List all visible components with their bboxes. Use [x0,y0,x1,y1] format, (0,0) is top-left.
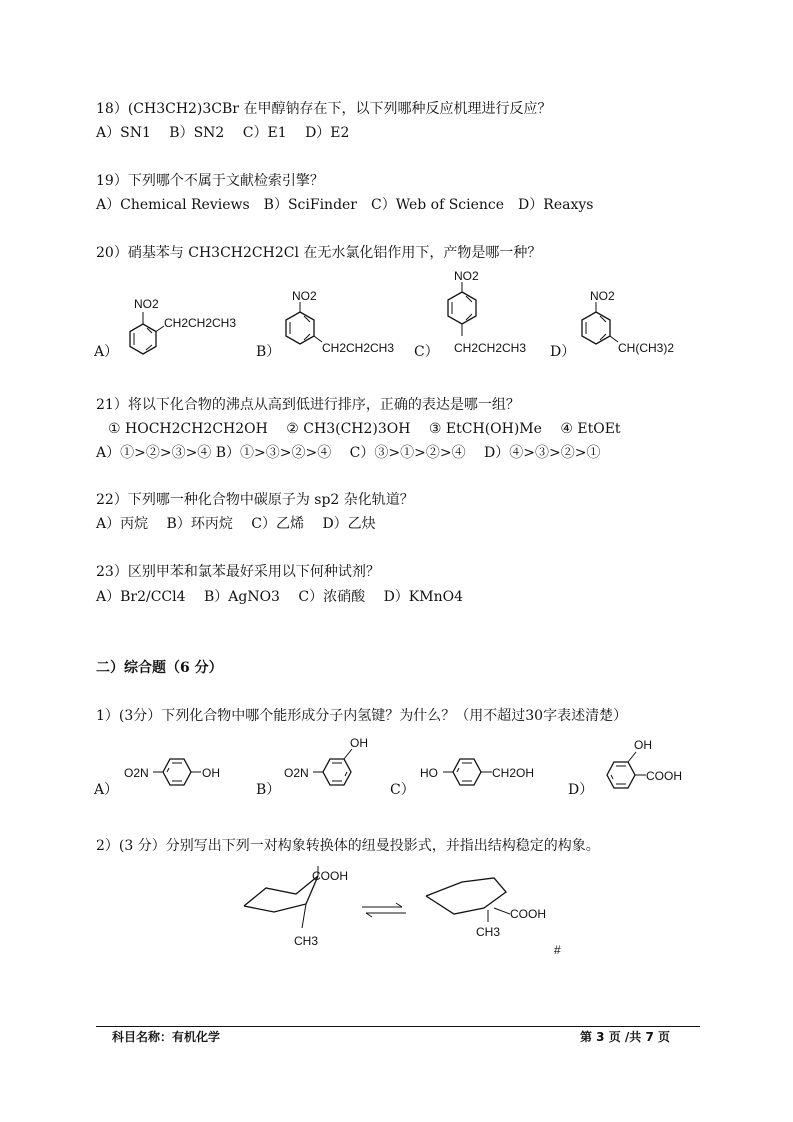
q20-label-d: D） [550,344,576,360]
q19-options: A）Chemical Reviews B）SciFinder C）Web of Science D）Reaxys [96,197,594,213]
q21-compounds: ① HOCH2CH2CH2OH ② CH3(CH2)3OH ③ EtCH(OH)Me ④ EtOEt [108,421,621,437]
q20-structure-d [572,284,692,364]
q22-options: A）丙烷 B）环丙烷 C）乙烯 D）乙炔 [96,516,376,532]
c1-label-c: C） [390,782,415,798]
c1-structure-d [592,732,702,800]
c1-label-d: D） [568,782,594,798]
q22-stem: 22）下列哪一种化合物中碳原子为 sp2 杂化轨道？ [96,492,414,508]
isopropyl-group: CH(CH3)2 [618,341,675,355]
q20-label-a: A） [94,344,119,360]
q18-options: A）SN1 B）SN2 C）E1 D）E2 [96,125,350,141]
q20-label-b: B） [256,344,281,360]
section-title: 二）综合题（6 分） [96,660,223,676]
footer-page: 第 3 页 /共 7 页 [580,1030,670,1044]
c1-structure-c [418,745,568,800]
propyl-group: CH2CH2CH3 [454,341,527,355]
q23-stem: 23）区别甲苯和氯苯最好采用以下何种试剂？ [96,564,380,580]
no2-group: NO2 [134,297,159,311]
o2n-group: O2N [284,766,309,780]
no2-group: NO2 [292,289,317,303]
q20-structure-b [276,284,406,364]
q20-structure-a [118,290,248,365]
q20-label-c: C） [414,344,439,360]
cooh-label: COOH [312,869,348,883]
c1-stem: 1）(3分）下列化合物中哪个能形成分子内氢键？为什么？（用不超过30字表述清楚） [96,708,628,724]
o2n-group: O2N [124,766,149,780]
q18-stem: 18）(CH3CH2)3CBr 在甲醇钠存在下，以下列哪种反应机理进行反应？ [96,101,552,117]
hash-mark: # [554,943,561,957]
q21-options: A）①>②>③>④ B）①>③>②>④ C）③>①>②>④ D）④>③>②>① [96,445,601,461]
footer-rule [96,1026,700,1027]
c2-conformers [236,866,576,958]
q19-stem: 19）下列哪个不属于文献检索引擎？ [96,173,324,189]
propyl-group: CH2CH2CH3 [164,316,237,330]
oh-group: OH [350,736,368,750]
ch2oh-group: CH2OH [492,766,535,780]
q20-structure-c [432,266,542,361]
c1-label-b: B） [256,782,281,798]
c2-stem: 2）(3 分）分别写出下列一对构象转换体的纽曼投影式，并指出结构稳定的构象。 [96,838,600,854]
c1-label-a: A） [94,782,119,798]
no2-group: NO2 [454,269,479,283]
cooh-label: COOH [510,907,546,921]
c1-structure-b [280,732,400,800]
q23-options: A）Br2/CCl4 B）AgNO3 C）浓硝酸 D）KMnO4 [96,589,464,605]
propyl-group: CH2CH2CH3 [322,341,395,355]
ch3-label: CH3 [476,925,501,939]
ch3-label: CH3 [294,934,319,948]
oh-group: OH [634,738,652,752]
cooh-group: COOH [646,769,682,783]
footer-subject: 科目名称：有机化学 [112,1030,221,1044]
q21-stem: 21）将以下化合物的沸点从高到低进行排序，正确的表达是哪一组？ [96,397,520,413]
ho-group: HO [420,766,438,780]
oh-group: OH [202,766,220,780]
no2-group: NO2 [590,289,615,303]
q20-stem: 20）硝基苯与 CH3CH2CH2Cl 在无水氯化铝作用下，产物是哪一种？ [96,245,542,261]
c1-structure-a [120,745,250,800]
